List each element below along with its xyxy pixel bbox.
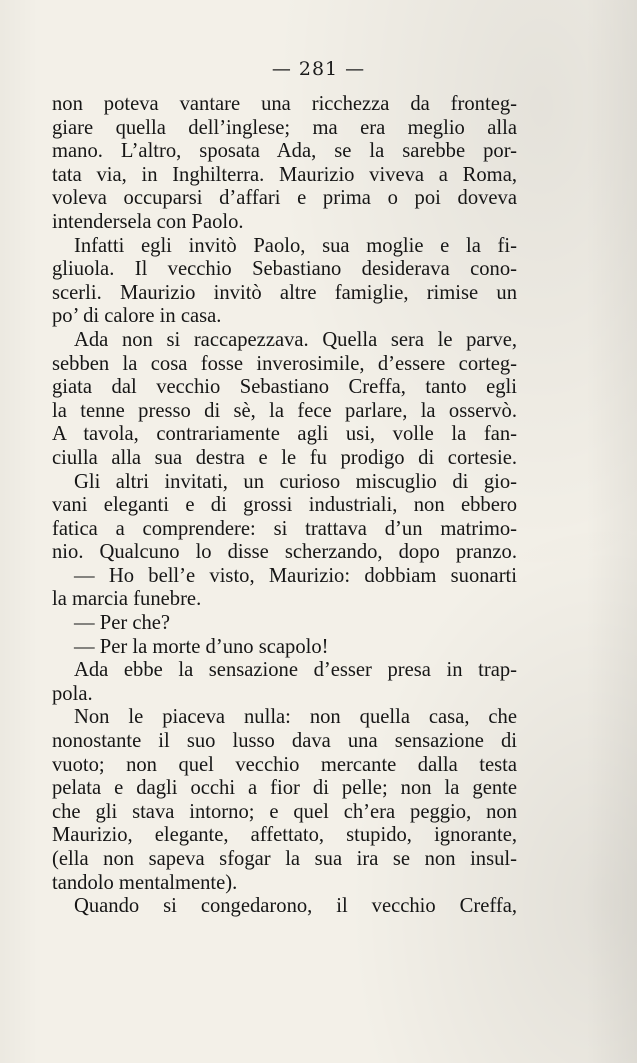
text-line: ciulla alla sua destra e le fu prodigo di cortesie. xyxy=(52,446,517,469)
text-line: sebben la cosa fosse inverosimile, d’essere corteg- xyxy=(52,352,517,375)
text-line: po’ di calore in casa. xyxy=(52,305,222,328)
text-line: Non le piaceva nulla: non quella casa, che xyxy=(74,706,517,729)
text-line: giare quella dell’inglese; ma era meglio alla xyxy=(52,116,517,139)
text-line: A tavola, contrariamente agli usi, volle la fan- xyxy=(52,423,517,446)
text-line: Maurizio, elegante, affettato, stupido, ignorante, xyxy=(52,824,517,847)
text-line: nio. Qualcuno lo disse scherzando, dopo pranzo. xyxy=(52,541,517,564)
text-line: Quando si congedarono, il vecchio Creffa, xyxy=(74,895,517,918)
text-line: pelata e dagli occhi a fior di pelle; non la gente xyxy=(52,777,517,800)
text-line: Ada non si raccapezzava. Quella sera le parve, xyxy=(74,328,517,351)
text-line: nonostante il suo lusso dava una sensazione di xyxy=(52,730,517,753)
text-line: Infatti egli invitò Paolo, sua moglie e la fi- xyxy=(74,234,517,257)
text-line: vuoto; non quel vecchio mercante dalla testa xyxy=(52,753,517,776)
text-line: scerli. Maurizio invitò altre famiglie, rimise un xyxy=(52,281,517,304)
text-line: — Ho bell’e visto, Maurizio: dobbiam suonarti xyxy=(74,564,517,587)
text-line: gliuola. Il vecchio Sebastiano desiderava cono- xyxy=(52,258,517,281)
body-text xyxy=(52,93,517,919)
text-line: intendersela con Paolo. xyxy=(52,210,244,233)
text-line: fatica a comprendere: si trattava d’un matrimo- xyxy=(52,517,517,540)
text-line: pola. xyxy=(52,682,93,705)
text-line: la marcia funebre. xyxy=(52,588,202,611)
page-number: — 281 — xyxy=(271,58,366,80)
text-line: (ella non sapeva sfogar la sua ira se non insul- xyxy=(52,848,517,870)
text-line: Gli altri invitati, un curioso miscuglio di gio- xyxy=(74,470,517,493)
text-line: tata via, in Inghilterra. Maurizio viveva a Roma, xyxy=(52,163,517,186)
text-line: voleva occuparsi d’affari e prima o poi doveva xyxy=(52,187,517,210)
text-line: Ada ebbe la sensazione d’esser presa in trap- xyxy=(74,659,517,682)
text-line: mano. L’altro, sposata Ada, se la sarebbe por- xyxy=(52,140,517,163)
text-line: giata dal vecchio Sebastiano Creffa, tanto egli xyxy=(52,376,517,399)
text-line: — Per che? xyxy=(74,612,171,635)
text-line: — Per la morte d’uno scapolo! xyxy=(74,635,329,658)
text-line: che gli stava intorno; e quel ch’era peggio, non xyxy=(52,800,517,823)
text-line: tandolo mentalmente). xyxy=(52,871,238,894)
text-line: non poteva vantare una ricchezza da fronteg- xyxy=(52,93,517,115)
text-line: la tenne presso di sè, la fece parlare, la osservò. xyxy=(52,399,517,422)
text-line: vani eleganti e di grossi industriali, non ebbero xyxy=(52,494,517,517)
